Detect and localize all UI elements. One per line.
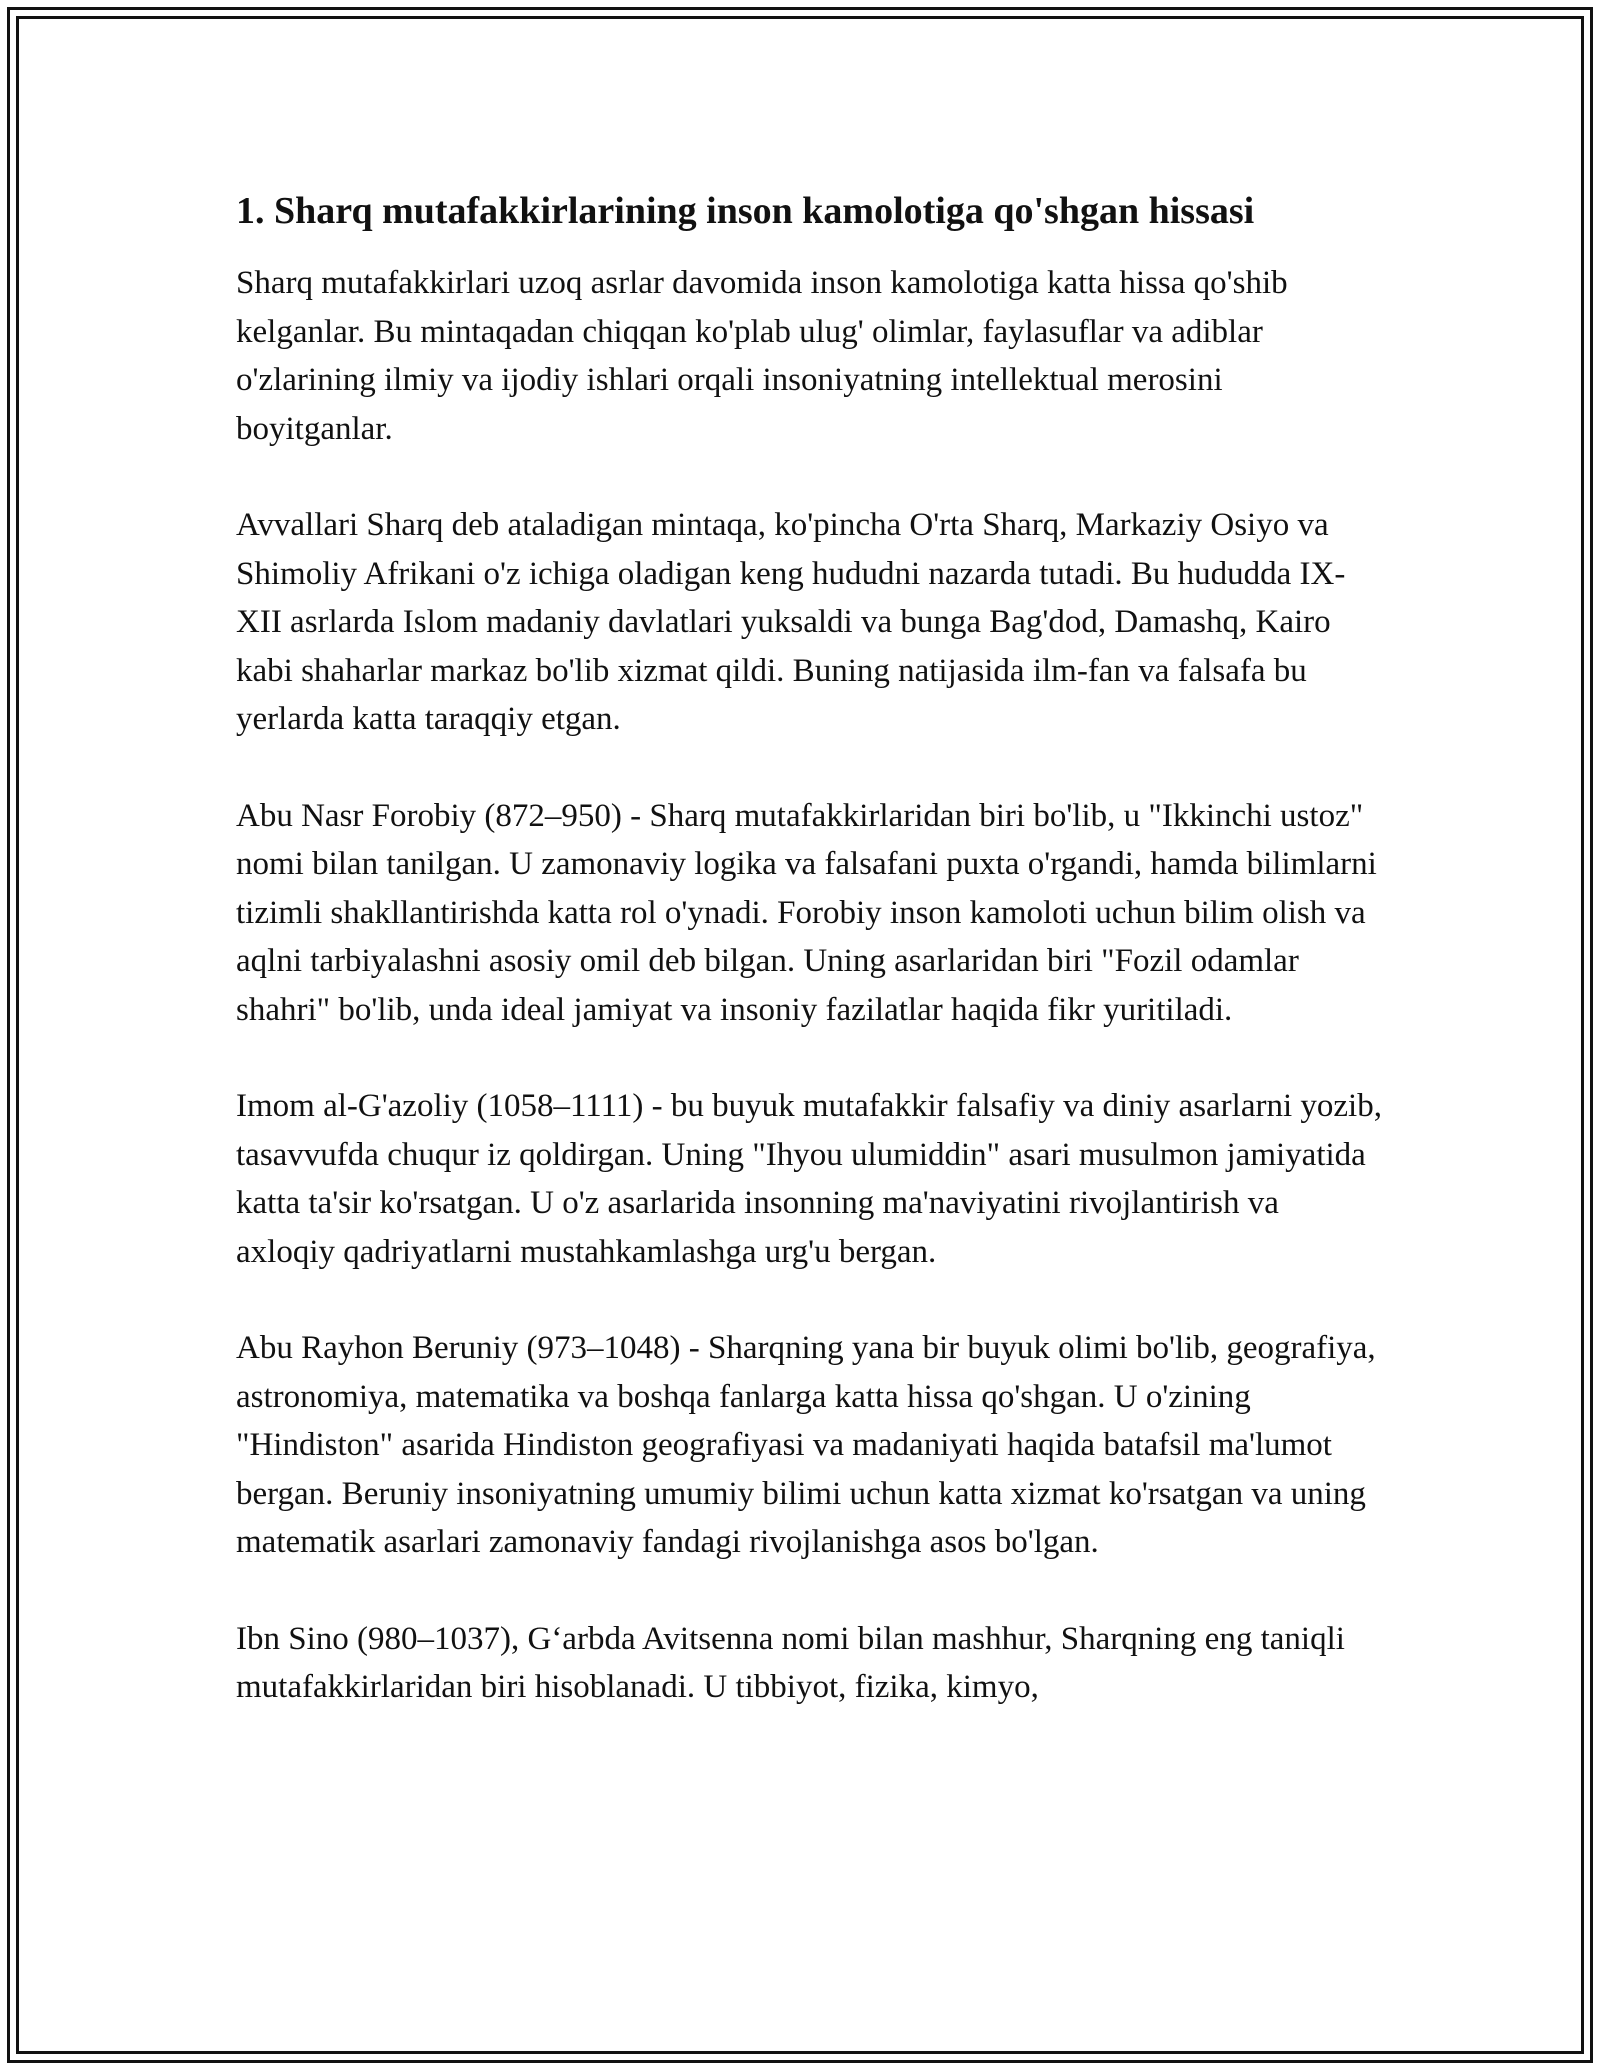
paragraph-gazoliy: Imom al-G'azoliy (1058–1111) - bu buyuk mutafakkir falsafiy va diniy asarlarni yozib, tasavvufda chuqur iz qoldirgan. Uning "Ihyou ulumiddin" asari musulmon jamiyatida katta ta'sir ko'rsatgan. U o'z asarlarida insonning ma'naviyatini rivojlantirish va axloqiy qadriyatlarni mustahkamlashga urg'u bergan.: [236, 1088, 1382, 1270]
paragraph-region: Avvallari Sharq deb ataladigan mintaqa, ko'pincha O'rta Sharq, Markaziy Osiyo va Shimoliy Afrikani o'z ichiga oladigan keng hududni nazarda tutadi. Bu hududda IX-XII asrlarda Islom madaniy davlatlari yuksaldi va bunga Bag'dod, Damashq, Kairo kabi shaharlar markaz bo'lib xizmat qildi. Buning natijasida ilm-fan va falsafa bu yerlarda katta taraqqiy etgan.: [236, 507, 1346, 737]
document-body: [236, 185, 1386, 1760]
paragraph-ibn-sino: Ibn Sino (980–1037), G‘arbda Avitsenna nomi bilan mashhur, Sharqning eng taniqli mutafakkirlaridan biri hisoblanadi. U tibbiyot, fizika, kimyo,: [236, 1620, 1345, 1705]
paragraph-forobiy: Abu Nasr Forobiy (872–950) - Sharq mutafakkirlaridan biri bo'lib, u "Ikkinchi ustoz" nomi bilan tanilgan. U zamonaviy logika va falsafani puxta o'rgandi, hamda bilimlarni tizimli shakllantirishda katta rol o'ynadi. Forobiy inson kamoloti uchun bilim olish va aqlni tarbiyalashni asosiy omil deb bilgan. Uning asarlaridan biri "Fozil odamlar shahri" bo'lib, unda ideal jamiyat va insoniy fazilatlar haqida fikr yuritiladi.: [236, 797, 1377, 1028]
section-heading: 1. Sharq mutafakkirlarining inson kamolotiga qo'shgan hissasi: [236, 190, 1255, 232]
paragraph-beruniy: Abu Rayhon Beruniy (973–1048) - Sharqning yana bir buyuk olimi bo'lib, geografiya, astronomiya, matematika va boshqa fanlarga katta hissa qo'shgan. U o'zining "Hindiston" asarida Hindiston geografiyasi va madaniyati haqida batafsil ma'lumot bergan. Beruniy insoniyatning umumiy bilimi uchun katta xizmat ko'rsatgan va uning matematik asarlari zamonaviy fandagi rivojlanishga asos bo'lgan.: [236, 1330, 1376, 1560]
paragraph-intro: Sharq mutafakkirlari uzoq asrlar davomida inson kamolotiga katta hissa qo'shib kelganlar. Bu mintaqadan chiqqan ko'plab ulug' olimlar, faylasuflar va adiblar o'zlarining ilmiy va ijodiy ishlari orqali insoniyatning intellektual merosini boyitganlar.: [236, 265, 1288, 447]
